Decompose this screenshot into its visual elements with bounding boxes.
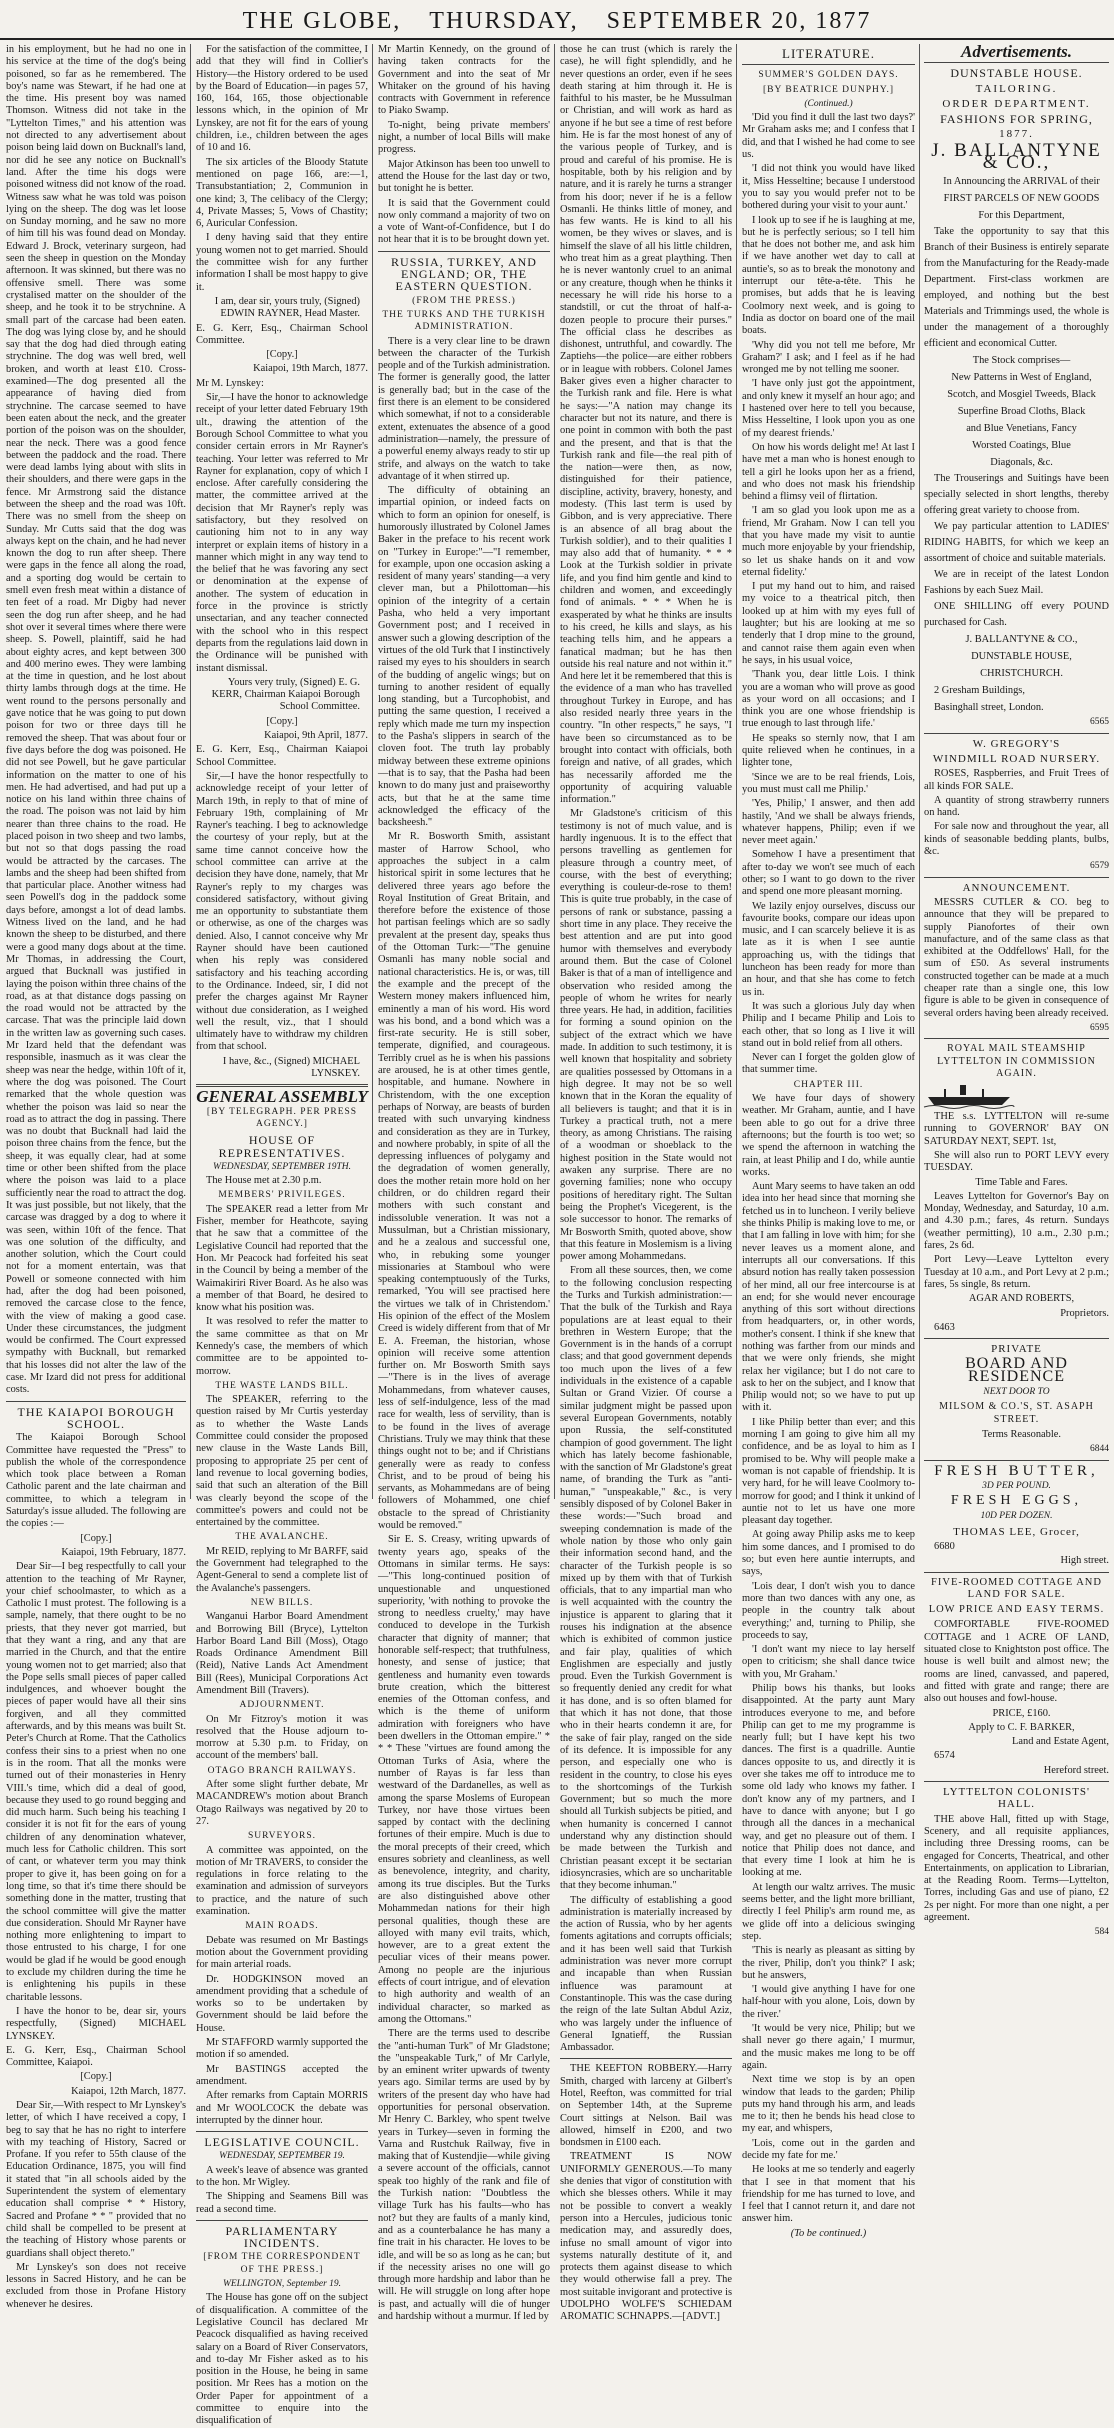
section-heading: RUSSIA, TURKEY, AND ENGLAND; OR, THE EASTERN QUESTION. [391, 254, 537, 294]
ad-text: Proprietors. [1060, 1307, 1109, 1319]
ad-number: 6595 [1090, 1022, 1109, 1033]
subheading: OTAGO BRANCH RAILWAYS. [207, 1765, 357, 1776]
letter-address: E. G. Kerr, Esq., Chairman School Committee. [196, 322, 368, 346]
ad-text: Worsted Coatings, Blue [972, 440, 1071, 452]
ad-number: 584 [1094, 1927, 1109, 1938]
ad-number: 6565 [1090, 717, 1109, 728]
ad-text: THE above Hall, fitted up with Stage, Scenery, and all requisite appliances, including three Dressing rooms, can be engaged for Concerts, Theatrical, and other Entertainments, on application to Librarian, at the Reading Room. Terms—Lyttelton, Torres, including Gas and use of piano, £2 2s per night. For more than one night, a per agreement. [924, 1813, 1109, 1924]
ad-text: New Patterns in West of England, [951, 372, 1092, 384]
story-paragraph: At going away Philip asks me to keep him some dances, and I promised to do so; but even here auntie interrupts, and says, [742, 1529, 915, 1578]
ad-text: Land and Estate Agent, [1012, 1736, 1109, 1748]
letter-signoff: Yours very truly, (Signed) E. G. KERR, Chairman Kaiapoi Borough School Committee. [211, 676, 360, 713]
story-paragraph: 'I have only just got the appointment, and only knew it myself an hour ago; and I hastened over here to tell you because, Miss Hesseltine, I look upon you as one of my dearest friends.' [742, 378, 915, 439]
divider [560, 2058, 732, 2059]
session-date: WEDNESDAY, SEPTEMBER 19TH. [213, 1161, 351, 1172]
article-paragraph: There are the terms used to describe the "anti-human Turk" of Mr Gladstone; the "unspeakable Turk," of Mr Carlyle, by an eminent writer upwards of twenty years ago. Similar terms are used by by writers of the present day who have had opportunities for personal observation. Mr Henry C. Barkley, who spent twelve years in Turkey—seven in forming the Varna and Rustchuk Railway, five in making that of Kustendjie—while giving a severe account of the officials, cannot speak too highly of the rank and file of the Turkish nation: "Doubtless the village Turk has his faults—who has not? but they are faults of a manly kind, and as a counterbalance he has many a fine trait in his character. He loves to be idle, and will be so as long as he can; but if the necessity arises no one will go through more hardship and labor than he will. He will struggle on long after hope is past, and actually will die of hunger and hardship without a murmur. If led by [378, 2028, 550, 2323]
article-paragraph: The SPEAKER read a letter from Mr Fisher, member for Heathcote, saying that he saw that a committee of the Legislative Council had reported that the Hon. Mr Peacock had forfeited his seat in the Council by being a member of the Waimakiriri River Board. As he also was a member of that Board, he desired to know what his position was. [196, 1203, 368, 1314]
article-paragraph: There is a very clear line to be drawn between the character of the Turkish people and of the Turkish administration. The former is generally good, the latter is generally bad; but in the case of the first there is an element to be considered which somewhat, if not to a considerable extent, extenuates the absence of a good administration—namely, the pressure of a powerful enemy always ready to stir up strife, and always on the watch to take advantage of it when stirred up. [378, 335, 550, 482]
ad-text: High street. [1060, 1555, 1109, 1567]
story-paragraph: Somehow I have a presentiment that after to-day we won't see much of each other; so I want to go down to the river and spend one more pleasant morning. [742, 849, 915, 898]
ad-text: THE s.s. LYTTELTON will re-sume running to GOVERNOR' BAY ON SATURDAY NEXT, SEPT. 1st, [924, 1111, 1109, 1147]
article-paragraph: Mr Gladstone's criticism of this testimony is not of much value, and is hardly ingenuous. It is to the effect that persons travelling as gentlemen for pleasure through a country meet, of course, with the best of everything; everything is couleur-de-rose to them! This is quite true probably, in the case of persons of rank or substance, passing a short time in any place. They receive the best attention and are put into good humor with themselves and everybody around them. But the case of Colonel Baker is that of a man of intelligence and observation who resided among the people of whom he writes for nearly three years. He had, in addition, facilities for forming a sound opinion on the subject of the extract which we have made. In addition to such testimony, it is well known that hospitality and sobriety are qualities possessed by Ottomans in a high degree. It may not be so well known that in the Koran the equality of all believers is taught; and that it is in Turkey a practical truth, not a mere theory, as among Christians. The raising of a woodman or shoeblack to the highest position in the State would not awaken any surprise. There are no governing families; none who occupy positions of hereditary right. The Sultan being the Prophet's Vicegerent, is the sole successor to honor. The remarks of Mr Bosworth Smith, quoted above, show that this feature in Moslemism is a living power among Mohammedans. [560, 808, 732, 1263]
general-assembly-heading: GENERAL ASSEMBLY [196, 1087, 368, 1107]
telegraph-note: [BY TELEGRAPH. PER PRESS AGENCY.] [206, 1106, 358, 1129]
subheading: THE AVALANCHE. [235, 1532, 329, 1543]
advertisements-column [924, 42, 1109, 1938]
letter-signoff: I am, dear sir, yours truly, (Signed) EDWIN RAYNER, Head Master. [214, 295, 360, 320]
article-paragraph: The difficulty of obtaining an impartial opinion, or indeed facts on which to form an opinion for oneself, is humorously illustrated by Colonel James Baker in the preface to his recent work on "Turkey in Europe:"—"I remember, for example, upon one occasion asking a resident of many years' standing—a very clever man, but a Philottoman—his opinion of the integrity of a certain Pasha, who held a very important Government post; and I received in answer such a glowing description of the virtues of the old Turk that I instinctively raised my eyes to his shoulders in search of the budding of angelic wings; but on turning to another resident of equally long standing, but a Turcophobist, and putting the same question, I received a reply which made me turn my inspection to the Pasha's slippers in search of the cloven foot. The truth lay probably midway between these extreme opinions—that is to say, that the Pasha had been known to do many just and praiseworthy acts, but that he at the same time acknowledged the efficacy of the backsheesh." [378, 485, 550, 829]
divider [924, 877, 1109, 878]
story-paragraph: 'Why did you not tell me before, Mr Graham?' I ask; and I feel as if he had wronged me by not telling me sooner. [742, 339, 915, 376]
house-heading: HOUSE OF REPRESENTATIVES. [218, 1133, 346, 1160]
article-paragraph: After remarks from Captain MORRIS and Mr WOOLCOCK the debate was interrupted by the dinner hour. [196, 2090, 368, 2126]
story-paragraph: I put my hand out to him, and raised my voice to a theatrical pitch, then looked up at him with my eyes full of laughter; but his are looking at me so tenderly that I drop mine to the ground, and cannot raise them again even when he says, in his usual voice, [742, 581, 915, 666]
ad-text: 2 Gresham Buildings, [934, 685, 1025, 697]
letter-address: E. G. Kerr, Esq., Chairman Kaiapoi School Committee. [196, 744, 368, 768]
to-be-continued: (To be continued.) [790, 2227, 867, 2239]
ad-text: J. BALLANTYNE & CO., [965, 634, 1078, 646]
masthead-title [0, 8, 1114, 35]
news-item: TREATMENT IS NOW UNIFORMLY GENEROUS.—To many she denies that vigor of constitution with which she blesses others. While it may not be possible to convert a weakly person into a Hercules, judicious tonic medication may, and assuredly does, infuse no small amount of vigor into systems naturally destitute of it, and protects them against disease to which they would otherwise fall a prey. The most suitable invigorant and protective is UDOLPHO WOLFE'S SCHIEDAM AROMATIC SCHNAPPS.—[ADVT.] [560, 2151, 732, 2323]
column-2 [196, 44, 368, 2427]
letter-date: Kaiapoi, 9th April, 1877. [264, 730, 368, 742]
ad-fresh-butter [924, 1462, 1109, 1568]
ad-title: DUNSTABLE HOUSE. [950, 66, 1083, 81]
ad-number: 6844 [1090, 1444, 1109, 1455]
article-paragraph: The Kaiapoi Borough School Committee have requested the "Press" to publish the whole of the correspondence which took place between a Roman Catholic parent and the late chairman and committee, to which a telegram in Saturday's issue alluded. The following are the copies :— [6, 1432, 186, 1530]
advertisements-heading: Advertisements. [961, 42, 1072, 61]
ad-text: ONE SHILLING off every POUND purchased for Cash. [924, 601, 1109, 629]
ad-text: In Announcing the ARRIVAL of their [943, 176, 1100, 188]
article-paragraph: The Shipping and Seamens Bill was read a second time. [196, 2191, 368, 2215]
ad-board-residence [924, 1343, 1109, 1455]
ad-text: Scotch, and Mosgiel Tweeds, Black [947, 389, 1096, 401]
subheading: THE TURKS AND THE TURKISH ADMINISTRATION. [382, 309, 546, 333]
ad-colonists-hall [924, 1786, 1109, 1939]
story-paragraph: On how his words delight me! At last I have met a man who is honest enough to tell a girl he looks upon her as a friend, and who does not mask his friendship behind a flimsy veil of flirtation. [742, 441, 915, 503]
literature-heading: LITERATURE. [782, 46, 875, 61]
ad-title: FIVE-ROOMED COTTAGE AND LAND FOR SALE. [931, 1576, 1102, 1600]
chapter-heading: CHAPTER III. [793, 1079, 864, 1090]
ad-title: WINDMILL ROAD NURSERY. [932, 752, 1101, 765]
council-heading: LEGISLATIVE COUNCIL. [204, 2135, 360, 2150]
subheading: THE WASTE LANDS BILL. [215, 1380, 349, 1391]
divider [924, 1338, 1109, 1339]
article-paragraph: Debate was resumed on Mr Bastings motion about the Government providing for main arterial roads. [196, 1934, 368, 1971]
ad-text: She will also run to PORT LEVY every TUESDAY. [924, 1149, 1109, 1174]
ad-text: We are in receipt of the latest London Fashions by each Suez Mail. [924, 569, 1109, 597]
ad-line: TAILORING. [975, 82, 1058, 95]
subheading: SURVEYORS. [247, 1831, 317, 1842]
story-paragraph: At length our waltz arrives. The music seems better, and the light more brilliant, directly I feel Philip's arm round me, as we glide off into a delicious swinging step. [742, 1881, 915, 1942]
ad-line: 1877. [999, 128, 1034, 141]
column-rule [372, 44, 373, 1499]
ad-title: W. GREGORY'S [972, 737, 1061, 750]
divider [378, 251, 550, 252]
article-paragraph: Mr STAFFORD warmly supported the motion if so amended. [196, 2037, 368, 2061]
story-paragraph: He looks at me so tenderly and eagerly that I see in that moment that his friendship for me has turned to love, and I feel that I cannot return it, and dare not answer him. [742, 2164, 915, 2225]
story-paragraph: He speaks so sternly now, that I am quite relieved when he continues, in a lighter tone, [742, 732, 915, 769]
copy-label: [Copy.] [80, 1532, 112, 1544]
column-rule [190, 44, 191, 1499]
divider [924, 62, 1109, 63]
letter-paragraph: Sir,—I have the honor to acknowledge receipt of your letter dated February 19th ult., drawing the attention of the Borough School Committee to what you consider certain errors in Mr Rayner's teaching. Your letter was referred to Mr Rayner for explanation, copy of which I enclose. After carefully considering the matter, the committee arrived at the decision that Mr Rayner's reply was satisfactory, but they resolved on cautioning him not to in any way interpret or explain items of history in a manner which might in any way tend to the belief that he was favoring any sect or denomination at the expense of another. The system of education in force in the province is strictly unsectarian, and any teacher connected with the school who in this respect departs from the regulations laid down in the Ordinance will be punished with instant dismissal. [196, 392, 368, 674]
ad-number: 6574 [934, 1750, 955, 1762]
ad-announcement [924, 882, 1109, 1035]
ad-text: Basinghall street, London. [934, 702, 1044, 714]
ad-title: LOW PRICE AND EASY TERMS. [928, 1604, 1105, 1616]
column-3 [378, 44, 550, 2323]
section-heading: THE KAIAPOI BOROUGH SCHOOL. [17, 1404, 175, 1431]
ad-title: FRESH EGGS, [950, 1493, 1083, 1509]
ad-text: Take the opportunity to say that this Branch of their Business is entirely separate from the Manufacturing for the Ready-made Department. First-class workmen are employed, and nothing but the best Materials and Trimmings used, the whole is under the management of a thoroughly efficient and economical Cutter. [924, 226, 1109, 350]
ad-text: PRICE, £160. [992, 1707, 1051, 1719]
article-paragraph: Mr R. Bosworth Smith, assistant master of Harrow School, who approaches the subject in a calm historical spirit in some lectures that he delivered three years ago before the Royal Institution of Great Britain, and therefore before the existence of those hot partisan feelings which are so sadly prevalent at the present day, speaks thus of the Ottoman Turk:—"The genuine Osmanli has many noble social and national characteristics. He is, or was, till the example and the precept of the Western money makers influenced him, eminently a man of his word. His word was his bond, and a bond which was a first-rate security. He is still sober, temperate, dignified, and courageous. Terribly cruel as he is when his passions are aroused, he is at other times gentle, hospitable, and humane. Nowhere in Christendom, with the one exception perhaps of Norway, are beasts of burden treated with such unvarying kindness and consideration as they are in Turkey, and nowhere probably, in spite of all the depressing influences of polygamy and the degradation of women generally, does the mother retain more hold on her children, or do children regard their mothers with such constant and indissoluble veneration. It was not a Mussulman, but a Christian missionary, and he a zealous and successful one, who, in rebuking some younger missionaries at Stamboul who were speaking contemptuously of the Turks, remarked, 'You will see practised here the virtues we talk of in Christendom.' His opinion of the effect of the Moslem Creed is widely different from that of Mr E. A. Freeman, the historian, whose opinion will receive some attention further on. Mr Bosworth Smith says—"There is in the lives of average Mohammedans, from whatever causes, less of self-indulgence, less of the mad race for wealth, less of servility, than is to be found in the lives of average Christians. Truly we may think that these things ought not to be; and if Christians generally were as ready to confess Christ, and to be proud of being his servants, as Mohammedans are of being followers of Mohammed, one chief obstacle to the spread of Christianity would be removed." [378, 831, 550, 1532]
article-paragraph: Wanganui Harbor Board Amendment and Borrowing Bill (Bryce), Lyttelton Harbor Board Land Bill (Moss), Otago Roads Ordinance Amendment Bill (Reid), Native Lands Act Amendment Bill (Rees), Municipal Corporations Act Amendment Bill (Travers). [196, 1611, 368, 1696]
correspondent-note: [FROM THE CORRESPONDENT OF THE PRESS.] [203, 2252, 361, 2275]
ad-title: PRIVATE [991, 1343, 1042, 1356]
divider [196, 2220, 368, 2221]
ad-firm-name: J. BALLANTYNE & CO., [931, 139, 1102, 174]
column-rule [736, 44, 737, 1499]
ad-lyttelton-steamship [924, 1043, 1109, 1334]
article-paragraph: To-night, being private members' night, a number of local Bills will make progress. [378, 119, 550, 156]
ad-text: CHRISTCHURCH. [980, 668, 1063, 680]
story-paragraph: Next time we stop is by an open window that leads to the garden; Philip puts my hand through his arm, and leads me to it; then he bends his head close to my ear, and whispers, [742, 2074, 915, 2135]
column-5 [742, 44, 915, 2239]
story-paragraph: 'Thank you, dear little Lois. I think you are a woman who will prove as good as your word on all occasions; and I think you are one whose friendship is true enough to last through life.' [742, 669, 915, 730]
ad-text: We pay particular attention to LADIES' RIDING HABITS, for which we keep an assortment of choice and suitable materials. [924, 521, 1109, 565]
article-paragraph: Mr Martin Kennedy, on the ground of having taken contracts for the Government and into the seat of Mr Whitaker on the ground of his having contracts with Government in reference to Piako Swamp. [378, 44, 550, 117]
article-paragraph: It was resolved to refer the matter to the same committee as that on Mr Kennedy's case, the members of which committee are to be appointed to-morrow. [196, 1316, 368, 1377]
letter-paragraph: Sir,—I have the honor respectfully to acknowledge receipt of your letter of March 19th, in reply to that of mine of February 19th, complaining of Mr Rayner's teaching. I beg to acknowledge the courtesy of your reply, but at the same time cannot conceive how the school committee can arrive at the decision they have done, namely, that Mr Rayner's reply to my charges was considered satisfactory, without giving me an opportunity to substantiate them or otherwise, as one of the charges was denied. Also, I cannot conceive why Mr Rayner should have been cautioned when his reply was considered satisfactory and his teaching according to the Ordinance. Indeed, sir, I did not prefer the charges against Mr Rayner without due consideration, as I weighed well the result, viz., that I should ultimately have to withdraw my children from that school. [196, 770, 368, 1053]
masthead [0, 0, 1114, 40]
ad-text: DUNSTABLE HOUSE, [971, 651, 1072, 663]
divider [924, 733, 1109, 734]
news-item: THE KEEFTON ROBBERY.—Harry Smith, charged with larceny at Gilbert's Hotel, Reefton, was committed for trial on September 14th, at the Supreme Court sittings at Nelson. Bail was allowed, himself in £200, and two bondsmen in £100 each. [560, 2063, 732, 2149]
article-paragraph: The House met at 2.30 p.m. [206, 1175, 322, 1187]
ad-text: Apply to C. F. BARKER, [968, 1721, 1075, 1733]
article-paragraph: those he can trust (which is rarely the case), he will fight splendidly, and he never questions an order, even if he sees death staring at him through it. He is faithful to his master, be he Mussulman or Christian, and will work as hard as anyone if he but see a time of rest before him. He is far the most honest of any of the various people of Turkey, and is proud and careful of his promise. He is hospitable, both by his religion and by nature, and it is rarely he turns a stranger from his door; never if he is a fellow Osmanli. He thinks little of money, and has few wants. He is kind to all his women, be they wives or slaves, and is himself the slave of all his little children, who treat him as a great plaything. Then he is never wantonly cruel to an animal or any creature, though when he thinks it necessary he will ride his horse to a standstill, or cut the throat of half-a-dozen people to procure their purses." The official class he describes as dishonest, untruthful, and cowardly. The Zaptiehs—the police—are either robbers or in league with robbers. Colonel James Baker gives even a higher character to the Turkish rank and file. Here is what he says:—"A nation may change its character but not its nature, and there is one point in common with both the past and the present, and that is that the Turkish rank and file—the real pith of the nation—were then, as now, distinguished for their patience, discipline, activity, bravery, honesty, and modesty. (This last term is used by Gibbon, and is very appreciative. There is an absence of all brag about the Turkish soldier), and to their qualities I may also add that of humanity. * * * Look at the Turkish soldier in private life, and you find him gentle and kind to children and women, and exceedingly fond of animals. * * * When he is exasperated by what he thinks are insults to his creed, he kills and slays, as his teaching tells him, and he appears a fanatical madman; but he has then outside his real nature and not within it." And here let it be remembered that this is the evidence of a man who has travelled throughout Turkey in Europe, and has also resided nearly three years in the country. "In other respects," he says, "I have been so circumstanced as to be brought into contact with officials, both foreign and native, of all grades, which has necessarily afforded me the opportunity of acquiring valuable information." [560, 44, 732, 806]
article-paragraph: The House has gone off on the subject of disqualification. A committee of the Legislative Council has declared Mr Peacock disqualified as having received salary on a Board of River Conservators, and to-day Mr Fisher asked as to his position in the House, he being in same position. Mr Rees has a motion on the Order Paper for appointment of a committee to enquire into the disqualification of [196, 2292, 368, 2427]
source-note: (FROM THE PRESS.) [412, 295, 516, 306]
paper-name: THE GLOBE, [242, 8, 402, 34]
parliamentary-heading: PARLIAMENTARY INCIDENTS. [225, 2223, 339, 2251]
story-paragraph: 'Did you find it dull the last two days?' Mr Graham asks me; and I confess that I did, and that I wished he had come to see us. [742, 112, 915, 161]
story-paragraph: 'I am so glad you look upon me as a friend, Mr Graham. Now I can tell you that you have made my visit to auntie much more enjoyable by your friendship, so let us shake hands on it and vow eternal fidelity.' [742, 505, 915, 578]
story-paragraph: 'Yes, Philip,' I answer, and then add hastily, 'And we shall be always friends, whatever happens, Philip; even if we never meet again.' [742, 798, 915, 847]
ad-text: MESSRS CUTLER & CO. beg to announce that they will be prepared to supply Pianofortes of their own manufacture, and of the same class as that exhibited at the Oddfellows' Hall, for the sum of £50. As several instruments constructed together can be made at a much cheaper rate than a single one, this low figure is able to be given in consequence of several orders having been already received. [924, 896, 1109, 1019]
ad-number: 6463 [934, 1321, 955, 1333]
paper-day: THURSDAY, [429, 8, 579, 34]
article-paragraph: Mr REID, replying to Mr BARFF, said the Government had telegraphed to the Agent-General to send a complete list of the Avalanche's passengers. [196, 1545, 368, 1594]
copy-label: [Copy.] [80, 2071, 112, 2083]
paper-date: SEPTEMBER 20, 1877 [606, 8, 872, 34]
ad-title: LYTTELTON COLONISTS' HALL. [942, 1786, 1091, 1811]
ad-number: 6579 [1090, 861, 1109, 872]
ad-text: Leaves Lyttelton for Governor's Bay on Monday, Wednesday, and Saturday, 10 a.m. and 4.30 p.m.; fares, 4s return. Sundays (weather permitting), 10 a.m., 2.30 p.m.; fares, 2s 6d. [924, 1190, 1109, 1252]
story-paragraph: Never can I forget the golden glow of that summer time. [742, 1052, 915, 1076]
ad-text: Port Levy—Leave Lyttelton every Tuesday at 10 a.m., and Port Levy at 2 p.m.; fares, 5s single, 8s return. [924, 1254, 1109, 1290]
ad-line: 3D PER POUND. [982, 1480, 1051, 1491]
article-paragraph: Sir E. S. Creasy, writing upwards of twenty years ago, speaks of the Ottomans in similar terms. He says:—"This long-continued position of unquestionable and unquestioned superiority, 'with nothing to provoke the strong to needless cruelty,' may have conduced to develope in the Turkish character that dignity of manner; that honorable self-respect; that truthfulness, honesty, and sense of justice; that gentleness and humanity even towards brute creation, which the bitterest enemies of the Ottoman confess, and which is the theme of uniform admiration with foreigners who have been dwellers in the Ottoman empire." * * * These "virtues are found among the Ottoman Turks of Asia, where the number of Rayas is far less than westward of the Dardanelles, as well as among the sparse Moslems of European Turkey, nor have those virtues been sapped by contact with the declining fortunes of their empire. Much is due to the moral precepts of their creed, which ensures sobriety and cleanliness, as well as benevolence, integrity, and charity, among its true disciples. But the Turks are also distinguished above other Mohammedan nations for their high personal qualities, though these are alloyed with many evil traits, which, however, are to a great extent the peculiar vices of their means power. Among no people are the injurious effects of court intrigue, and of elevation to high authority and wealth of an individual character, so marked as among the Ottomans." [378, 1534, 550, 2025]
letter-paragraph: Dear Sir—I beg respectfully to call your attention to the teaching of Mr Rayner, your chief schoolmaster, to which as a Catholic I must protest. The following is a sample, namely, that there ought to be no priests, that they never got married, but that they want a ring, and any that are married in the Church, and that the entire young women not to get married; also that the Pope sells small pieces of paper called indulgences, and whoever bought the pieces of paper would have all their sins forgiven, and all they committed afterwards, and by this means was built St. Peter's Church at Rome. That the Catholics confess their sins to a priest when no one is in the room. That all the monks were turned out of their monasteries in Henry VIII.'s time, which did a deal of good, because they used to go round begging and did much harm. Such being his teaching I consider it is not fit for the ears of young children of any denomination whatever, much less for Catholic children. This sort of cant, or whatever term you may think proper to give it, has been going on for a long time, so that it's time there should be something done in the matter, trusting that the school committee will give the matter due consideration. Should Mr Rayner have nothing more enlightening to impart to those entrusted to his charge, I for one would be glad if he would be good enough to exclude my children during the time he is enlightening his pupils in these charitable lessons. [6, 1561, 186, 2003]
letter-date: Kaiapoi, 12th March, 1877. [71, 2085, 186, 2097]
ad-text: Hereford street. [1043, 1764, 1109, 1776]
ad-text: The Stock comprises— [972, 355, 1071, 367]
story-paragraph: 'Lois dear, I don't wish you to dance more than two dances with any one, as people in the country talk about everything;' and, turning to Philip, she proceeds to say, [742, 1580, 915, 1641]
letter-paragraph: For the satisfaction of the committee, I add that they will find in Collier's History—the History ordered to be used by the Board of Education—in pages 57, 160, 164, 165, those objectionable lessons which, in the opinion of Mr Lynskey, are not fit for the ears of young children, i.e., children between the ages of 10 and 16. [196, 44, 368, 154]
copy-label: [Copy.] [266, 349, 298, 361]
divider [924, 1038, 1109, 1039]
ad-text: Superfine Broad Cloths, Black [957, 406, 1086, 418]
article-paragraph: A committee was appointed, on the motion of Mr TRAVERS, to consider the regulations in force relating to the examination and admission of surveyors to practice, and the nature of such examination. [196, 1844, 368, 1918]
ad-text: ROSES, Raspberries, and Fruit Trees of all kinds FOR SALE. [924, 768, 1109, 792]
story-paragraph: 'It would be very nice, Philip; but we shall never go there again,' I murmur, and the music makes me long to be off again. [742, 2023, 915, 2071]
ad-cottage-sale [924, 1577, 1109, 1777]
ad-line: MILSOM & CO.'S, ST. ASAPH STREET. [939, 1401, 1094, 1425]
divider [924, 1572, 1109, 1573]
steamship-icon [924, 1083, 1014, 1109]
story-paragraph: 'I would give anything I have for one half-hour with you alone, Lois, down by the river.' [742, 1984, 915, 2020]
subheading: MEMBERS' PRIVILEGES. [218, 1190, 346, 1201]
story-paragraph: Aunt Mary seems to have taken an odd idea into her head since that morning she fetched us in to luncheon. I verily believe she thinks Philip is making love to me, or that I am falling in love with him; for she never leaves us a moment alone, and interrupts all our conversations. If this absurd notion has really taken possession of her mind, all our free intercourse is at an end; for she would never encourage anything of this sort without directions from headquarters, or, in other words, mother's consent. I think if she knew that nothing was farther from our minds and that we were only friends, she might relax her vigilance; but I do not care to ask to her on the subject, and I know that Philip would not; so we have to put up with it. [742, 1181, 915, 1414]
ad-text: For this Department, [978, 210, 1065, 222]
divider [742, 64, 915, 65]
story-paragraph: 'This is nearly as pleasant as sitting by the river, Philip, don't you think?' I ask; but he answers, [742, 1945, 915, 1981]
ad-gregory-nursery [924, 738, 1109, 873]
ad-text: FIRST PARCELS OF NEW GOODS [943, 193, 1100, 205]
story-paragraph: It was such a glorious July day when Philip and I became Philip and Lois to each other, that so long as I live it will stand out in bold relief from all others. [742, 1000, 915, 1049]
story-paragraph: We have four days of showery weather. Mr Graham, auntie, and I have been able to go out for a drive three afternoons; but the fourth is too wet; so we spend the afternoon in watching the rain, at least Philip and I do, while auntie works. [742, 1093, 915, 1178]
session-date: WEDNESDAY, SEPTEMBER 19. [219, 2151, 345, 2162]
ad-text: A quantity of strong strawberry runners on hand. [924, 794, 1109, 819]
letter-signoff: I have the honor to be, dear sir, yours respectfully, (Signed) MICHAEL LYNSKEY. [6, 2005, 186, 2042]
dateline: WELLINGTON, September 19. [222, 2279, 342, 2290]
letter-paragraph: I deny having said that they entire young women not to get married. Should the committee wish for any further information I shall be most happy to give it. [196, 232, 368, 293]
ad-title: ROYAL MAIL STEAMSHIP LYTTELTON IN COMMISSION AGAIN. [937, 1043, 1096, 1079]
ad-text: Terms Reasonable. [982, 1428, 1061, 1440]
ad-text: AGAR AND ROBERTS, [968, 1293, 1075, 1305]
letter-date: Kaiapoi, 19th February, 1877. [61, 1546, 186, 1558]
letter-salutation: Mr M. Lynskey: [196, 377, 264, 389]
column-4 [560, 44, 732, 2323]
article-paragraph: After some slight further debate, Mr MACANDREW's motion about Branch Otago Railways was negatived by 20 to 27. [196, 1779, 368, 1827]
ad-title: BOARD AND RESIDENCE [965, 1355, 1068, 1385]
ad-line: ORDER DEPARTMENT. [942, 97, 1091, 110]
article-paragraph: The SPEAKER, referring to the question raised by Mr Curtis yesterday as to whether the Waste Lands Committee could consider the proposed new clause in the Waste Lands Bill, proposing to appropriate 25 per cent of land revenue to local governing bodies, said that such an alteration of the Bill was clearly beyond the scope of the committee's powers and could not be entertained by the committee. [196, 1394, 368, 1529]
article-paragraph: On Mr Fitzroy's motion it was resolved that the House adjourn to-morrow at 5.30 p.m. to Friday, on account of the members' ball. [196, 1713, 368, 1762]
subheading: ADJOURNMENT. [239, 1700, 325, 1711]
letter-signoff: I have, &c., (Signed) MICHAEL LYNSKEY. [222, 1055, 360, 1080]
letter-date: Kaiapoi, 19th March, 1877. [253, 363, 368, 375]
column-rule [554, 44, 555, 1499]
story-paragraph: I like Philip better than ever; and this morning I am going to give him all my confidence, and be as loyal to him as I promised to be. Why will people make a woman is not capable of friendship. It is very hard, for he will leave Coolmory to-morrow for good; and I think it unkind of auntie not to let us have one more pleasant day together. [742, 1416, 915, 1527]
article-paragraph: The difficulty of establishing a good administration is materially increased by the action of Russia, who by her agents foments agitations and corrupts officials; and it has been well said that Turkish administration was never more corrupt and incapable than when Russian influence was paramount at Constantinople. This was the case during the reign of the late Sultan Abdul Aziz, who was largely under the influence of General Ignatieff, the Russian Ambassador. [560, 1894, 732, 2054]
ad-line: 10D PER DOZEN. [980, 1511, 1053, 1522]
ad-text: and Blue Venetians, Fancy [966, 423, 1077, 435]
ad-text: Diagonals, &c. [990, 457, 1053, 469]
ad-text: Time Table and Fares. [975, 1176, 1068, 1188]
letter-paragraph: Mr Lynskey's son does not receive lessons in Sacred History, and he can be excluded from those in Profane History whenever he desires. [6, 2261, 186, 2310]
ad-text: The Trouserings and Suitings have been specially selected in short lengths, thereby offering great variety to choose from. [924, 473, 1109, 517]
letter-paragraph: Dear Sir,—With respect to Mr Lynskey's letter, of which I have received a copy, I beg to say that he has no right to interfere with my teaching of History, Sacred or Profane. If you refer to 55th clause of the Education Ordinance, 1875, you will find it stated that "in all schools aided by the Superintendent the system of elementary education shall comprise * * History, Sacred and Profane * * " provided that no child shall be compelled to be present at the teaching of History whose parents or guardians shall object thereto." [6, 2099, 186, 2259]
ad-line: FASHIONS FOR SPRING, [940, 112, 1093, 127]
divider [196, 2131, 368, 2132]
article-paragraph: Major Atkinson has been too unwell to attend the House for the last day or two, but tonight he is better. [378, 158, 550, 195]
ad-text: COMFORTABLE FIVE-ROOMED COTTAGE and 1 ACRE OF LAND, situated close to Knightston post office. The house is well built and almost new; the rooms are lined, canvassed, and papered, and fitted with grate and range; there are also out houses and fowl-house. [924, 1619, 1109, 1705]
divider [6, 1401, 186, 1402]
ad-line: NEXT DOOR TO [983, 1387, 1050, 1398]
article-paragraph: It is said that the Government could now only command a majority of two on a vote of Want-of-Confidence, but I do not hear that it is to be brought down yet. [378, 197, 550, 246]
story-paragraph: I look up to see if he is laughing at me, but he is perfectly serious; so I tell him that he does not bother me, and ask him if we have another wet day to call at auntie's, so as to break the monotony and interrupt our tête-a-tête. This he promises, but adds that he is leaving Coolmory next week, and is going to India as doctor on board one of the mail boats. [742, 214, 915, 337]
column-1 [6, 44, 186, 2310]
story-paragraph: Philip bows his thanks, but looks disappointed. At the party aunt Mary introduces everyone to me, and before Philip can get to me my programme is nearly full; but I have kept his two dances. The first is a quadrille. Auntie dances opposite to us, and directly it is over she takes me off to introduce me to some old lady who knows my father. I don't know any of my partners, and I have to dance with anyone; but I go through all the dances in a mechanical way, and get no pleasure out of them. I notice that Philip does not dance, and that every time I look at him he is looking at me. [742, 1683, 915, 1879]
story-paragraph: 'Since we are to be real friends, Lois, you must must call me Philip.' [742, 771, 915, 795]
ad-number: 6680 [934, 1541, 955, 1552]
article-paragraph: Mr BASTINGS accepted the amendment. [196, 2063, 368, 2087]
story-title: SUMMER'S GOLDEN DAYS. [758, 70, 899, 81]
story-paragraph: 'Lois, come out in the garden and decide my fate for me.' [742, 2137, 915, 2161]
ad-dunstable-house [924, 67, 1109, 728]
story-paragraph: 'I don't want my niece to lay herself open to criticism; she shall dance twice with you, Mr Graham.' [742, 1644, 915, 1680]
article-paragraph: From all these sources, then, we come to the following conclusion respecting the Turks and Turkish administration:—That the bulk of the Turkish and Raya populations are at least equal to their brethren in Western Europe; that the Government is in the hands of a corrupt class; and that good government depends too much upon the lives of a few individuals in the existence of a capable Sultan or Grand Vizier. Of course a similar judgment might be passed upon several European Governments, notably upon Russia, the self-constituted champion of good government. The light which has lately become fashionable, with the sanction of Mr Gladstone's great name, of branding the Turk as "anti-human," "unspeakable," &c., is very sensibly disposed of by Colonel Baker in these words:—"Such broad and sweeping condemnation is made of the whole nation by those who only gain their information second hand, and the character of the Turkish people is so mixed up by them with that of Turkish officials, that to any impartial man who is well acquainted with the country the injustice is apparent to glaring that it rouses his indignation at the absence which is exhibited of common justice and fair play, qualities of which Englishmen are especially and justly proud. Even the Turkish Government is so frequently denied any credit for what it has done, and is so often blamed for that which it has not done, that those who in their hearts condemn it are, for the sake of fair play, ranged on the side of its defence. It is impossible for any person, and especially one who is resident in the country, to close his eyes to the shortcomings of the Turkish Government; but so much the more should all Turkish subjects be pitied, and when humanity is concerned I cannot understand why any distinction should be made between the Turkish and Christian peasant except it be sectarian idiosyncrasies, which are so uncharitable that they become inhuman." [560, 1265, 732, 1892]
story-paragraph: We lazily enjoy ourselves, discuss our favourite books, compare our ideas upon music, and I can scarcely believe it is as late as it is when I see auntie approaching us, with the tidings that luncheon has been ready for more than an hour, and that she has come to fetch us in. [742, 900, 915, 998]
column-rule [919, 44, 920, 1499]
ad-line: THOMAS LEE, Grocer, [953, 1525, 1080, 1538]
article-paragraph: A week's leave of absence was granted to the hon. Mr Wigley. [196, 2164, 368, 2188]
ad-text: For sale now and throughout the year, all kinds of seasonable bedding plants, bulbs, &c. [924, 821, 1109, 858]
copy-label: [Copy.] [266, 715, 298, 727]
story-paragraph: 'I did not think you would have liked it, Miss Hesseltine; because I understood you to say you would prefer not to be bothered during your visit to your aunt.' [742, 163, 915, 212]
ad-title: FRESH BUTTER, [934, 1462, 1099, 1479]
continued-note: (Continued.) [804, 98, 853, 109]
divider [924, 1460, 1109, 1461]
ad-title: ANNOUNCEMENT. [962, 881, 1071, 894]
story-author: [BY BEATRICE DUNPHY.] [762, 84, 895, 95]
letter-paragraph: The six articles of the Bloody Statute mentioned on page 166, are:—1, Transubstantiation; 2, Communion in one kind; 3, The celibacy of the Clergy; 4, Private Masses; 5, Vows of Chastity; 6, Auricular Confession. [196, 156, 368, 230]
letter-address: E. G. Kerr, Esq., Chairman School Committee, Kaiapoi. [6, 2044, 186, 2069]
article-paragraph: Dr. HODGKINSON moved an amendment providing that a schedule of works so to be undertaken by Government should be laid before the House. [196, 1973, 368, 2034]
subheading: MAIN ROADS. [245, 1921, 319, 1932]
article-paragraph: in his employment, but he had no one in his service at the time of the dog's being poisoned, so far as he remembered. The boy's name was Stewart, if he had one at the time. His present boy was named Thomson. Witness did not take in the "Lyttelton Times," and his attention was not directed to any advertisement about poison being laid down on Bucknall's land, nor did he see any notice on Bucknall's land. After the time his dogs were poisoned witness did not know of the road. Witness saw what he was told was poison lying on the sheep. The dog was let loose on Sunday morning, and he saw no more of him till his was found dead on Monday. Edward J. Brock, veterinary surgeon, had seen the sheep in question on the Monday afternoon. It was skinned, but there was no offensive smell. There was some crystalised matter on the shoulder of the sheep, and he took it to be strychnine. A small part of the carcase had been eaten. The dog was lying close by, and he should say that the dog had died through eating strychnine. The dog was well bred, well broken, and worth at least £10. Cross-examined—The dog presented all the appearance of having died from strychnine. The carcase seemed to have been eaten about the neck, and the greater portion of the poison was on the shoulder, near the neck. There was a good fence between the paddock and the road. There were dead lambs lying about with slits in their shoulders, and there were gaps in the fence. Mr Armstrong said the distance between the sheep and the road was 10ft. There was no smell from the sheep on Sunday. Mr Cutts said that the dog was always kept on the chain, and he had never known the dog to run after sheep. There were gaps in the fence all along the road, and a sporting dog would be certain to smell even fresh meat within a distance of ten feet of a road. Mr Digby had never seen the dog run after sheep, and he had shot over it several times where there were sheep. S. Powell, plaintiff, said he had about eighty acres, and kept between 300 and 400 merino ewes. They were lambing at the time in question, and he lost about thirty lambs through dogs at the time. He went round to the persons personally and gave notice that he was going to put down poison for two or three days till he removed the sheep. That was about four or five days before the dog was poisoned. He did not see Powell, but he gave particular information on the matter to one of his men. He had advertised, and had put up a notice on his land within three chains of the road. The poison was not laid by him nearer than three chains to the road. He placed poison in two sheep and two lambs, but not so that dogs passing the road would be attracted by the carcases. The lambs and the sheep had been shifted from that particular place. Another witness had seen Powell's dog in the paddock some days before, amongst a lot of dead lambs. Witness lived on the land, and he had known the sheep to be disturbed, and there were a good many dogs about at the time. Mr Thomas, in addressing the Court, argued that Bucknall was justified in laying the poison within three chains of the road, as at that distance dogs passing on the road would not be attracted by the carcase. That was the principle laid down in the written law as governing such cases. Mr Izard held that the defendant was responsible, inasmuch as it was clear the sheep was near the hedge, within 10ft of it, where the dog was poisoned. The Court remarked that the whole question was whether the poison was laid so near the road as to attract the dog in passing. There was no doubt that Bucknall had laid the poison three chains from the fence, but the sheep, it was equally clear, had at some time or other been shifted from the place where the poison was laid to a place sufficiently near the road to attract the dog. It was just possible, but not likely, that the carcase was dragged by a dog to where it was seen, within 10ft of the fence. That was one solution of the difficulty, and another solution, which the Court could not for a moment entertain, was that Powell or someone connected with him had, after the dog had been poisoned, removed the carcase close to the fence, with the view of making a good case. Under these circumstances, the judgment would be confirmed. The Court expressed sympathy with Bucknall, but remarked that his losses did not alter the law of the case. Mr Izard did not press for additional costs. [6, 44, 186, 1396]
divider [924, 1781, 1109, 1782]
subheading: NEW BILLS. [250, 1597, 314, 1608]
